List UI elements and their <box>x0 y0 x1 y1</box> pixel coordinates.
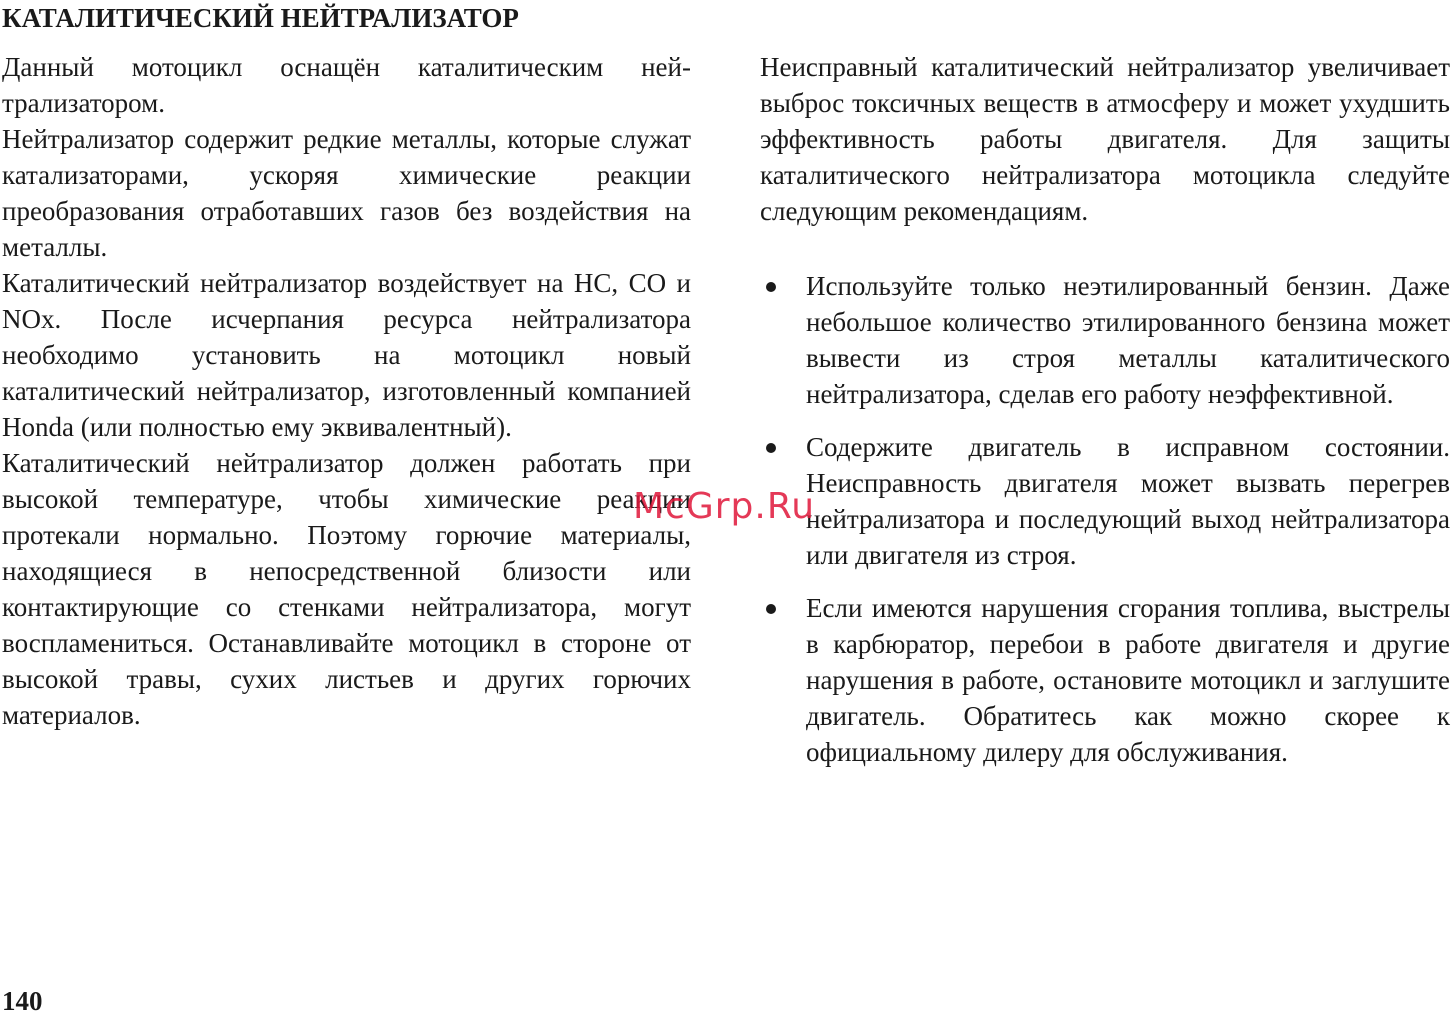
bullet-icon <box>766 443 776 453</box>
list-item-text: Используйте только неэтилированный бензин. Даже небольшое количество этилированного бензина может вывести из строя металлы каталитического нейтрализатора, сделав его работу неэффективной. <box>806 271 1450 409</box>
list-item-text: Если имеются нарушения сгорания топлива, выстрелы в карбюратор, перебои в работе двигателя и другие нарушения в работе, остановите мотоцикл и заглушите двигатель. Обратитесь как можно скорее к официальному дилеру для обслуживания. <box>806 593 1450 767</box>
list-item-text: Содержите двигатель в исправном состоянии. Неисправность двигателя может вызвать перегрев нейтрализатора и последующий выход нейтрализатора или двигателя из строя. <box>806 432 1450 570</box>
bullet-icon <box>766 282 776 292</box>
paragraph-rare-metals: Нейтрализатор содержит редкие металлы, которые служат катализаторами, ускоряя химические реакции преобразования отработавших газов без воздействия на металлы. <box>2 124 691 262</box>
list-item <box>760 268 1450 412</box>
right-column <box>760 49 1450 229</box>
bullet-icon <box>766 604 776 614</box>
list-item <box>760 590 1450 770</box>
paragraph-temperature: Каталитический нейтрализатор должен работать при высокой температуре, чтобы химические реакции протекали нормально. Поэтому горючие материалы, находящиеся в непосредственной близости или контактирующие со стенками нейтрализатора, могут воспламениться. Останавливайте мотоцикл в стороне от высокой травы, сухих листьев и других горючих материалов. <box>2 448 691 730</box>
watermark: McGrp.Ru <box>633 486 816 527</box>
paragraph-malfunction: Неисправный каталитический нейтрализатор увеличивает выброс токсичных веществ в атмосферу и может ухудшить эффективность работы двигателя. Для защиты каталитического нейтрализатора мотоцикла следуйте следующим рекомендациям. <box>760 52 1450 226</box>
list-item <box>760 429 1450 573</box>
paragraph-intro: Данный мотоцикл оснащён каталитическим нейтрализатором. <box>2 52 691 118</box>
page-title: КАТАЛИТИЧЕСКИЙ НЕЙТРАЛИЗАТОР <box>2 3 519 33</box>
page-number: 140 <box>2 986 43 1016</box>
recommendations-list <box>760 268 1450 770</box>
paragraph-emissions: Каталитический нейтрализатор воздействует на HC, CO и NOx. После исчерпания ресурса нейтрализатора необходимо установить на мотоцикл новый каталитический нейтрализатор, изготовленный компанией Honda (или полностью ему эквивалентный). <box>2 268 691 442</box>
left-column <box>2 49 691 733</box>
